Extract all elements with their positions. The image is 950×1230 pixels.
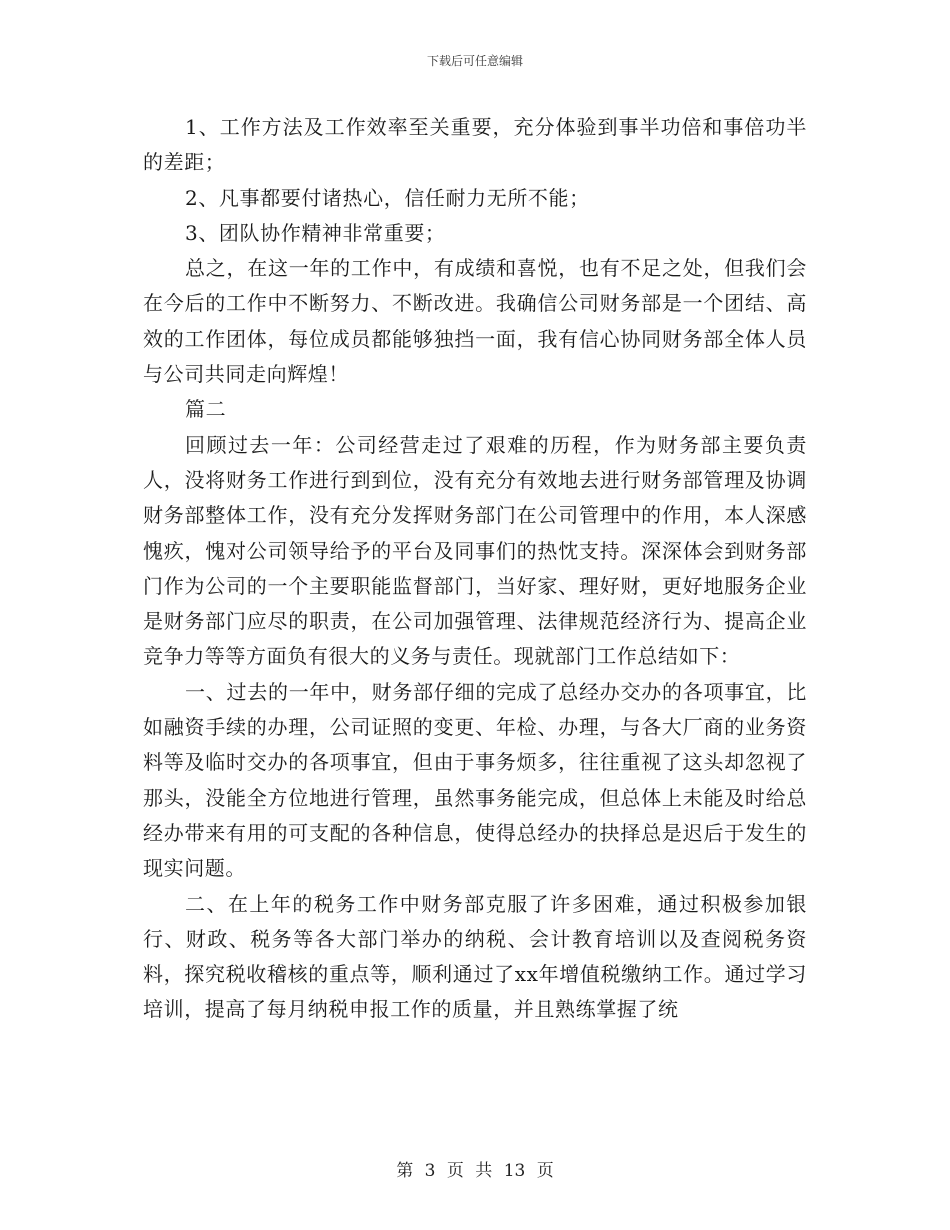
paragraph: 二、在上年的税务工作中财务部克服了许多困难，通过积极参加银行、财政、税务等各大部门举办的纳税、会计教育培训以及查阅税务资料，探究税收稽核的重点等，顺利通过了xx年增值税缴纳工作。通过学习培训，提高了每月纳税申报工作的质量，并且熟练掌握了统 <box>143 891 807 1022</box>
paragraph: 回顾过去一年：公司经营走过了艰难的历程，作为财务部主要负责人，没将财务工作进行到到位，没有充分有效地去进行财务部管理及协调财务部整体工作，没有充分发挥财务部门在公司管理中的作用，本人深感愧疚，愧对公司领导给予的平台及同事们的热忱支持。深深体会到财务部门作为公司的一个主要职能监督部门，当好家、理好财，更好地服务企业是财务部门应尽的职责，在公司加强管理、法律规范经济行为、提高企业竞争力等等方面负有很大的义务与责任。现就部门工作总结如下： <box>143 432 807 669</box>
paragraph: 1、工作方法及工作效率至关重要，充分体验到事半功倍和事倍功半的差距； <box>143 115 807 175</box>
paragraph: 3、团队协作精神非常重要； <box>185 220 446 245</box>
document-body <box>143 110 807 1028</box>
paragraph: 一、过去的一年中，财务部仔细的完成了总经办交办的各项事宜，比如融资手续的办理，公司证照的变更、年检、办理，与各大厂商的业务资料等及临时交办的各项事宜，但由于事务烦多，往往重视了这头却忽视了那头，没能全方位地进行管理，虽然事务能完成，但总体上未能及时给总经办带来有用的可支配的各种信息，使得总经办的抉择总是迟后于发生的现实问题。 <box>143 679 807 881</box>
page-header: 下载后可任意编辑 <box>426 54 523 68</box>
paragraph: 2、凡事都要付诸热心，信任耐力无所不能； <box>185 185 590 210</box>
section-heading: 篇二 <box>185 397 227 422</box>
paragraph: 总之，在这一年的工作中，有成绩和喜悦，也有不足之处，但我们会在今后的工作中不断努力、不断改进。我确信公司财务部是一个团结、高效的工作团体，每位成员都能够独挡一面，我有信心协同财务部全体人员与公司共同走向辉煌！ <box>143 256 807 387</box>
page-footer: 第 3 页 共 13 页 <box>396 1161 554 1181</box>
